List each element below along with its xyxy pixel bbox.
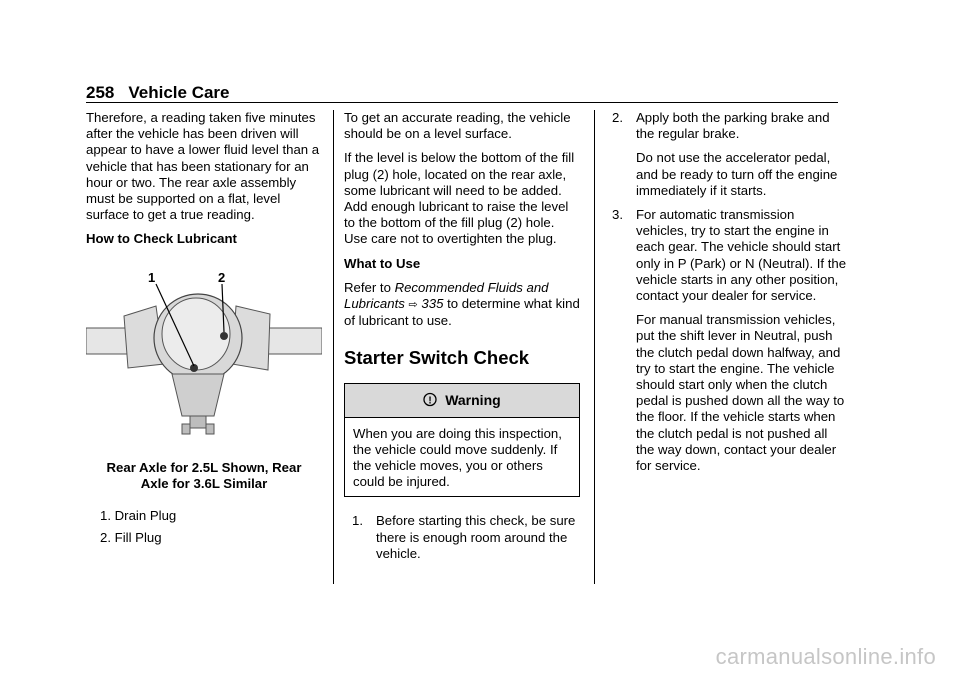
warning-title: Warning [445,392,501,409]
pinion-yoke-left [182,424,190,434]
warning-box [344,383,580,497]
page-header [86,83,838,103]
how-to-check-heading: How to Check Lubricant [86,231,237,247]
figure-caption: Rear Axle for 2.5L Shown, Rear Axle for 3.6L Similar [106,459,302,492]
step-note: Do not use the accelerator pedal, and be ready to turn off the engine immediately if it starts. [636,150,838,198]
warning-body: When you are doing this inspection, the vehicle could move suddenly. If the vehicle moves, you or others could be injured. [353,425,562,490]
legend-item: 1. Drain Plug [100,508,177,524]
step-number: 1. [352,513,363,529]
refer-prefix: Refer to [344,279,395,295]
step-text: Apply both the parking brake and the regular brake. [636,110,830,142]
watermark: carmanualsonline.info [715,644,936,669]
column-divider [594,110,595,584]
fill-plug [220,332,228,340]
page-number: 258 [86,83,115,102]
starter-switch-heading: Starter Switch Check [344,347,530,369]
intro-paragraph: Therefore, a reading taken five minutes after the vehicle has been driven will appear to have a lower fluid level than a vehicle that has been stationary for an hour or two. The rear axle assembly must be supported on a flat, level surface to get a true reading. [86,110,320,223]
column-1 [86,110,322,553]
step-number: 3. [612,207,623,223]
cross-reference-link[interactable]: Recommended Fluids and Lubricants [344,279,549,312]
pinion-housing [172,374,224,416]
step-text: For automatic transmission vehicles, try to start the engine in each gear. The vehicle should start only in P (Park) or N (Neutral). If the vehicle starts in any other position, contact your dealer for service. [636,207,847,304]
section-title: Vehicle Care [128,83,230,102]
column-2 [344,110,580,562]
step-item [612,207,848,304]
paragraph: To get an accurate reading, the vehicle should be on a level surface. [344,110,571,142]
pinion-flange [190,416,206,428]
callout-2-label: 2 [218,269,226,285]
step-text: Before starting this check, be sure there is enough room around the vehicle. [376,513,576,561]
legend-item: 2. Fill Plug [100,530,162,546]
warning-header [345,384,579,417]
what-to-use-heading: What to Use [344,255,421,271]
step-number: 2. [612,110,623,125]
step-item [344,513,580,562]
refer-suffix: to determine what kind of lubricant to use. [344,296,580,329]
cross-reference-page[interactable]: 335 [421,296,444,312]
cross-reference-arrow-icon: ⇨ [408,299,418,312]
pinion-yoke-right [206,424,214,434]
callout-1-label: 1 [148,269,156,285]
rear-axle-illustration [86,266,322,446]
refer-paragraph [344,280,580,330]
column-divider [333,110,334,584]
figure-legend [86,508,322,546]
step-note: For manual transmission vehicles, put the shift lever in Neutral, push the clutch pedal down halfway, and try to start the engine. The vehicle should start only when the clutch pedal is pushed down all the way to the floor. If the vehicle starts when the clutch pedal is not pushed all the way down, contact your dealer for service. [636,312,845,474]
step-item [612,110,848,142]
header-rule [86,102,838,103]
differential-cover [162,298,230,370]
column-3 [612,110,848,482]
warning-icon [423,392,437,407]
paragraph: If the level is below the bottom of the fill plug (2) hole, located on the rear axle, some lubricant will need to be added. Add enough lubricant to raise the level to the bottom of the fill plug (2) hole. Use care not to overtighten the plug. [344,150,575,247]
warning-icon-glyph: ! [428,395,432,407]
